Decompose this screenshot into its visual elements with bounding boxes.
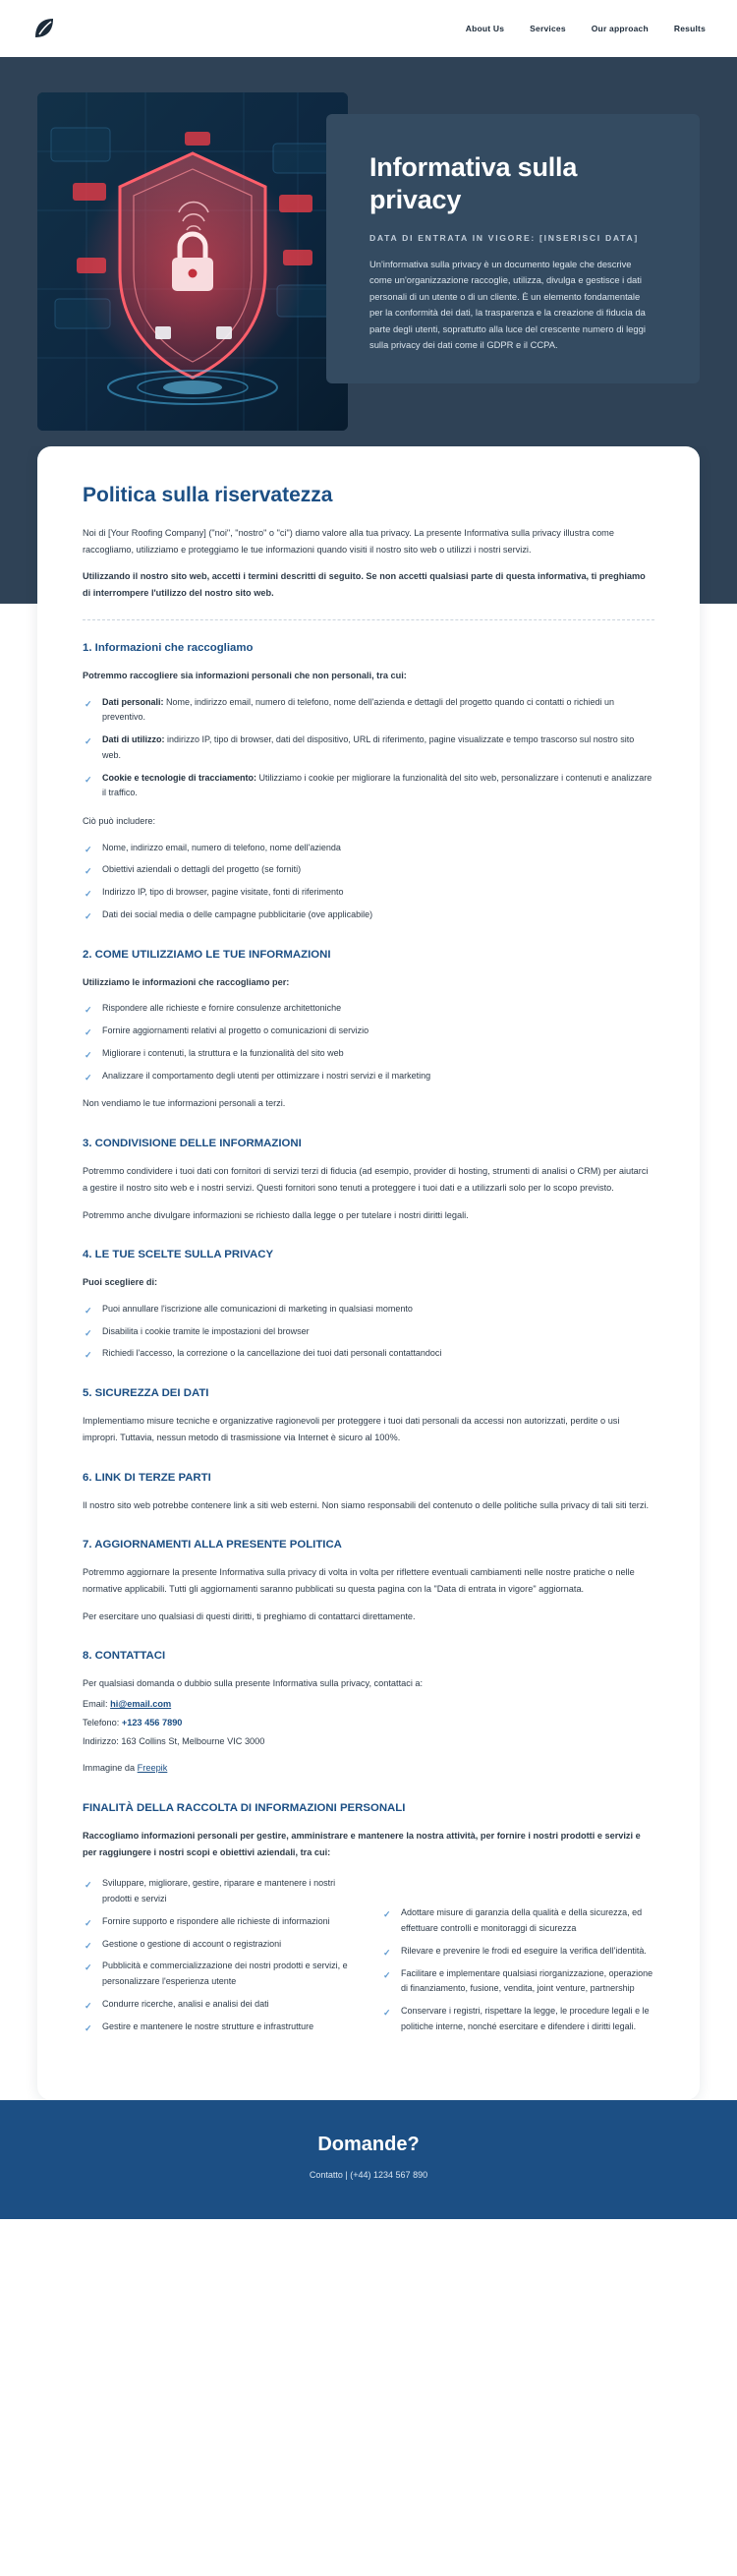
- section-1-items: [83, 695, 654, 802]
- leaf-logo-icon[interactable]: [31, 16, 57, 41]
- purposes-heading: FINALITÀ DELLA RACCOLTA DI INFORMAZIONI PERSONALI: [83, 1802, 406, 1815]
- list-item-bold: Dati di utilizzo:: [102, 734, 165, 744]
- check-icon: ✓: [85, 910, 92, 921]
- list-item-text: Puoi annullare l'iscrizione alle comunicazioni di marketing in qualsiasi momento: [102, 1303, 413, 1314]
- check-icon: ✓: [85, 1940, 92, 1951]
- list-item-text: Fornire supporto e rispondere alle richieste di informazioni: [102, 1915, 330, 1926]
- check-icon: ✓: [85, 2000, 92, 2011]
- section-6-paragraph: Il nostro sito web potrebbe contenere link a siti web esterni. Non siamo responsabili del contenuto o delle politiche sulla privacy di tali siti terzi.: [83, 1499, 650, 1510]
- list-item-text: Rispondere alle richieste e fornire consulenze architettoniche: [102, 1003, 342, 1014]
- list-item-text: Fornire aggiornamenti relativi al progetto o comunicazioni di servizio: [102, 1025, 369, 1036]
- list-item-text: Obiettivi aziendali o dettagli del progetto (se forniti): [102, 864, 302, 875]
- freepik-link[interactable]: Freepik: [137, 1763, 168, 1774]
- page-title: Informativa sulla privacy: [369, 152, 578, 215]
- list-item-text: Rilevare e prevenire le frodi ed eseguire la verifica dell'identità.: [401, 1945, 647, 1956]
- purposes-left-column: [83, 1872, 356, 2046]
- list-item: [83, 1024, 654, 1039]
- list-item-text: Indirizzo IP, tipo di browser, pagine visitate, fonti di riferimento: [102, 887, 344, 898]
- section-heading-1: 1. Informazioni che raccogliamo: [83, 641, 254, 654]
- image-credit-prefix: Immagine da: [83, 1763, 138, 1774]
- check-icon: ✓: [383, 1969, 391, 1980]
- check-icon: ✓: [383, 2008, 391, 2018]
- check-icon: ✓: [85, 1049, 92, 1060]
- check-icon: ✓: [383, 1947, 391, 1958]
- check-icon: ✓: [85, 1027, 92, 1038]
- contact-phone-line: [83, 1715, 654, 1731]
- footer-contact[interactable]: Contatto | (+44) 1234 567 890: [309, 2169, 428, 2180]
- phone-value: +123 456 7890: [121, 1717, 183, 1727]
- section-3-paragraph-1: Potremmo condividere i tuoi dati con fornitori di servizi terzi di fiducia (ad esempio, provider di hosting, strumenti di analisi o CRM) per aiutarci a gestire il nostro sito web e i nostri servizi. Questi fornitori sono tenuti a proteggere i tuoi dati e a utilizzarli solo per lo scopo previsto.: [83, 1166, 649, 1193]
- list-item: [83, 862, 654, 878]
- section-divider: [83, 619, 654, 620]
- list-item-text: Nome, indirizzo email, numero di telefono, nome dell'azienda: [102, 842, 341, 852]
- section-lead-2: Utilizziamo le informazioni che raccogliamo per:: [83, 976, 290, 987]
- purposes-left-list: [83, 1876, 356, 2034]
- image-credit: [83, 1760, 654, 1777]
- card-intro: Noi di [Your Roofing Company] ("noi", "nostro" o "ci") diamo valore alla tua privacy. La presente Informativa sulla privacy illustra come raccogliamo, utilizziamo e proteggiamo le tue informazioni quando visiti il nostro sito web o utilizzi i nostri servizi.: [83, 528, 614, 555]
- list-item-text: Gestione o gestione di account o registrazioni: [102, 1938, 282, 1949]
- purposes-columns: [83, 1872, 654, 2046]
- email-label: Email:: [83, 1699, 111, 1710]
- list-item-text: Adottare misure di garanzia della qualità e della sicurezza, ed effettuare controlli e monitoraggi di sicurezza: [401, 1907, 643, 1933]
- list-item: [83, 1346, 654, 1362]
- list-item-text: Conservare i registri, rispettare la legge, le procedure legali e le politiche interne, nonché esercitare e difendere i diritti legali.: [401, 2006, 650, 2031]
- hero-section: [0, 57, 737, 446]
- main-nav: [466, 24, 706, 33]
- list-item: [83, 885, 654, 901]
- list-item-text: Richiedi l'accesso, la correzione o la cancellazione dei tuoi dati personali contattandoci: [102, 1348, 442, 1359]
- list-item-text: Dati dei social media o delle campagne pubblicitarie (ove applicabile): [102, 908, 373, 919]
- check-icon: ✓: [85, 1005, 92, 1016]
- section-lead-4: Puoi scegliere di:: [83, 1277, 158, 1288]
- list-item-text: Condurre ricerche, analisi e analisi dei dati: [102, 1998, 269, 2009]
- list-item-text: Pubblicità e commercializzazione dei nostri prodotti e servizi, e personalizzare l'esperienza utente: [102, 1961, 348, 1986]
- list-item-text: indirizzo IP, tipo di browser, dati del dispositivo, URL di riferimento, pagine visualizzate e tempo trascorso sul nostro sito web.: [102, 734, 635, 760]
- purposes-right-column: [381, 1872, 654, 2046]
- section-4-items: [83, 1302, 654, 1362]
- list-item-text: Disabilita i cookie tramite le impostazioni del browser: [102, 1325, 310, 1336]
- list-item-text: Utilizziamo i cookie per migliorare la funzionalità del sito web, personalizzare i contenuti e analizzare il traffico.: [102, 772, 652, 798]
- list-item-bold: Dati personali:: [102, 696, 164, 707]
- contact-address: Indirizzo: 163 Collins St, Melbourne VIC 3000: [83, 1735, 265, 1746]
- check-icon: ✓: [85, 1327, 92, 1338]
- section-1-sublead: Ciò può includere:: [83, 816, 156, 826]
- purposes-right-list: [381, 1905, 654, 2034]
- privacy-policy-card: [37, 446, 700, 2100]
- section-lead-1: Potremmo raccogliere sia informazioni personali che non personali, tra cui:: [83, 670, 407, 680]
- list-item: [83, 1001, 654, 1017]
- list-item: [83, 732, 654, 764]
- list-item: [381, 1966, 654, 1998]
- check-icon: ✓: [85, 698, 92, 709]
- list-item-text: Nome, indirizzo email, numero di telefono, nome dell'azienda e dettagli del progetto quando ci contatti o richiedi un preventivo.: [102, 696, 615, 723]
- list-item: [83, 2020, 356, 2035]
- section-heading-7: 7. AGGIORNAMENTI ALLA PRESENTE POLITICA: [83, 1539, 342, 1551]
- check-icon: ✓: [85, 2022, 92, 2033]
- hero-paragraph: Un'informativa sulla privacy è un documento legale che descrive come un'organizzazione raccoglie, utilizza, divulga e gestisce i dati personali di un utente o di un cliente. È un elemento fondamentale per la conformità dei dati, la trasparenza e la creazione di fiducia da parte degli utenti, soprattutto alla luce del crescente numero di leggi sulla privacy dei dati come il GDPR e il CCPA.: [369, 258, 646, 351]
- nav-item-about-us[interactable]: About Us: [465, 24, 505, 33]
- list-item: [83, 1876, 356, 1907]
- nav-item-our-approach[interactable]: Our approach: [591, 24, 649, 33]
- section-heading-5: 5. SICUREZZA DEI DATI: [83, 1387, 209, 1400]
- purposes-lead: Raccogliamo informazioni personali per gestire, amministrare e mantenere la nostra attività, per fornire i nostri prodotti e servizi e per raggiungere i nostri scopi e obiettivi aziendali, tra cui:: [83, 1831, 641, 1857]
- list-item: [83, 1046, 654, 1062]
- list-item: [83, 1937, 356, 1953]
- hero-text-panel: [326, 114, 700, 383]
- check-icon: ✓: [85, 1305, 92, 1316]
- effective-date: DATA DI ENTRATA IN VIGORE: [INSERISCI DATA]: [369, 232, 639, 243]
- check-icon: ✓: [85, 866, 92, 877]
- check-icon: ✓: [383, 1909, 391, 1920]
- nav-item-services[interactable]: Services: [530, 24, 566, 33]
- list-item-text: Analizzare il comportamento degli utenti per ottimizzare i nostri servizi e il marketing: [102, 1070, 431, 1081]
- list-item-text: Gestire e mantenere le nostre strutture e infrastrutture: [102, 2020, 314, 2031]
- section-1-subitems: [83, 841, 654, 923]
- section-3-paragraph-2: Potremmo anche divulgare informazioni se richiesto dalla legge o per tutelare i nostri diritti legali.: [83, 1209, 469, 1220]
- check-icon: ✓: [85, 1350, 92, 1361]
- section-7-paragraph-2: Per esercitare uno qualsiasi di questi diritti, ti preghiamo di contattarci direttamente.: [83, 1610, 416, 1621]
- section-heading-8: 8. CONTATTACI: [83, 1650, 166, 1663]
- check-icon: ✓: [85, 1880, 92, 1891]
- section-heading-3: 3. CONDIVISIONE DELLE INFORMAZIONI: [83, 1138, 302, 1150]
- section-2-after: Non vendiamo le tue informazioni personali a terzi.: [83, 1098, 286, 1109]
- check-icon: ✓: [85, 774, 92, 785]
- contact-intro: Per qualsiasi domanda o dubbio sulla presente Informativa sulla privacy, contattaci a:: [83, 1678, 424, 1689]
- section-7-paragraph-1: Potremmo aggiornare la presente Informativa sulla privacy di volta in volta per riflettere eventuali cambiamenti nelle nostre pratiche o nelle normative applicabili. Tutti gli aggiornamenti saranno pubblicati su questa pagina con la "Data di entrata in vigore" aggiornata.: [83, 1567, 635, 1594]
- list-item: [381, 2004, 654, 2035]
- list-item: [83, 1914, 356, 1930]
- site-header: [0, 0, 737, 57]
- email-link[interactable]: hi@email.com: [110, 1699, 172, 1710]
- nav-item-results[interactable]: Results: [673, 24, 706, 33]
- list-item: [381, 1944, 654, 1960]
- check-icon: ✓: [85, 1962, 92, 1973]
- check-icon: ✓: [85, 1917, 92, 1928]
- list-item: [83, 1302, 654, 1317]
- list-item-text: Sviluppare, migliorare, gestire, riparare e mantenere i nostri prodotti e servizi: [102, 1878, 336, 1903]
- check-icon: ✓: [85, 889, 92, 900]
- list-item: [83, 695, 654, 727]
- card-intro-strong: Utilizzando il nostro sito web, accetti i termini descritti di seguito. Se non accetti qualsiasi parte di questa informativa, ti preghiamo di interrompere l'utilizzo del nostro sito web.: [83, 571, 646, 599]
- footer-title: Domande?: [317, 2133, 420, 2155]
- section-heading-6: 6. LINK DI TERZE PARTI: [83, 1471, 211, 1484]
- section-heading-2: 2. COME UTILIZZIAMO LE TUE INFORMAZIONI: [83, 948, 331, 961]
- content-zone: [0, 446, 737, 2100]
- card-title: Politica sulla riservatezza: [83, 484, 333, 506]
- section-heading-4: 4. LE TUE SCELTE SULLA PRIVACY: [83, 1249, 274, 1261]
- site-footer: [0, 2100, 737, 2219]
- list-item-text: Facilitare e implementare qualsiasi riorganizzazione, operazione di finanziamento, fusione, vendita, joint venture, partnership: [401, 1967, 653, 1994]
- list-item-text: Migliorare i contenuti, la struttura e la funzionalità del sito web: [102, 1047, 344, 1058]
- list-item: [83, 771, 654, 802]
- check-icon: ✓: [85, 736, 92, 746]
- list-item: [83, 1959, 356, 1990]
- list-item: [83, 1069, 654, 1084]
- list-item: [83, 841, 654, 856]
- phone-label: Telefono:: [83, 1717, 122, 1727]
- section-5-paragraph: Implementiamo misure tecniche e organizzative ragionevoli per proteggere i tuoi dati personali da accessi non autorizzati, perdite o usi impropri. Tuttavia, nessun metodo di trasmissione via Internet è sicuro al 100%.: [83, 1416, 620, 1442]
- cybersecurity-shield-image: [37, 92, 348, 431]
- contact-email-line: [83, 1696, 654, 1713]
- list-item: [83, 907, 654, 923]
- section-2-items: [83, 1001, 654, 1083]
- check-icon: ✓: [85, 844, 92, 854]
- list-item: [381, 1905, 654, 1937]
- list-item: [83, 1324, 654, 1340]
- check-icon: ✓: [85, 1072, 92, 1083]
- list-item: [83, 1997, 356, 2013]
- list-item-bold: Cookie e tecnologie di tracciamento:: [102, 772, 257, 783]
